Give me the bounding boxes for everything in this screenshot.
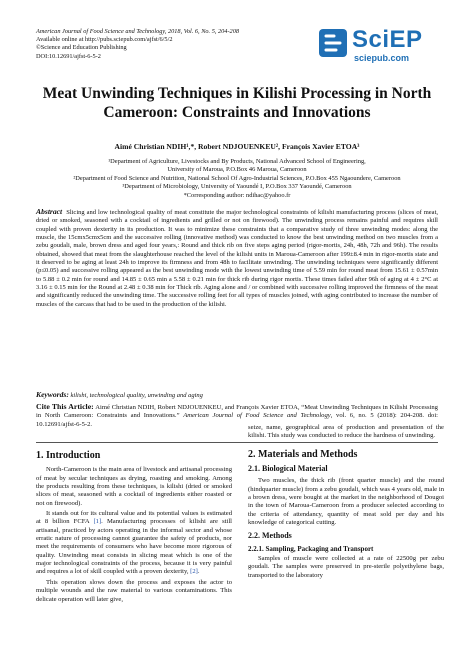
- paragraph: This operation slows down the process and exposes the actor to multiple wounds and the raw material to various contaminations. This delicate operation will later give,: [36, 578, 232, 603]
- article-title: Meat Unwinding Techniques in Kilishi Processing in North Cameroon: Constraints and Innovations: [42, 85, 432, 121]
- journal-header: [36, 28, 239, 61]
- abstract: [36, 208, 438, 309]
- author-list: Aimé Christian NDIH¹,*, Robert NDJOUENKEU², François Xavier ETOA³: [114, 142, 360, 151]
- cite-journal: American Journal of Food Science and Technology: [183, 412, 331, 420]
- paragraph: North-Cameroon is the main area of livestock and artisanal processing of meat by secular techniques as drying, roasting and smoking. Among the products resulting from these techniques, is kilishi (dried or smoked slices of meat, seasoned with a cocktail of ingredients either roasted or not on firewood).: [36, 466, 232, 507]
- paragraph: Samples of muscle were collected at a rate of 22500g per zebu goudali. The samples were preserved in pre-sterile polyethylene bags, transported to the laboratory: [248, 555, 444, 579]
- subsection-heading: 2.2. Methods: [248, 531, 292, 541]
- sciep-logo[interactable]: [318, 26, 442, 66]
- affiliation-line: ³Department of Microbiology, University of Yaoundé I, P.O.Box 337 Yaoundé, Cameroon: [122, 183, 352, 191]
- journal-line: American Journal of Food Science and Technology, 2018, Vol. 6, No. 5, 204-208: [36, 28, 239, 35]
- right-column: [248, 424, 444, 582]
- subsubsection-heading: 2.2.1. Sampling, Packaging and Transport: [248, 544, 374, 553]
- reference-link[interactable]: [2]: [190, 568, 198, 576]
- paragraph: seize, name, geographical area of production and presentation of the kilishi. This study was conducted to reduce the hardness of unwinding.: [248, 424, 444, 440]
- logo-text: SciEP: [352, 26, 423, 53]
- left-column: [36, 448, 232, 606]
- affiliation-line: ¹Department of Agriculture, Livestocks and By Products, National Advanced School of Engineering,: [108, 158, 366, 165]
- logo-url: sciepub.com: [354, 53, 410, 63]
- keywords-value: kilishi, technological quality, unwinding and aging: [70, 392, 203, 399]
- keywords-label: Keywords:: [36, 390, 69, 399]
- available-line: Available online at http://pubs.sciepub.com/ajfst/6/5/2: [36, 36, 173, 44]
- section-heading: 2. Materials and Methods: [248, 448, 358, 460]
- abstract-text: Slicing and low technological quality of meat constitute the major technological constraints of kilishi manufacturing process (slices of meat, dried or smoked, seasoned with a cocktail of ingredients and grilled or not on firewood). The unwinding process remains painful and requires skill coupled with proven dexterity in its production. It was to minimize these constraints that a comparative study of three unwinding modes: along the muscle, the 15cmx5cmx5cm and the successive rolling (innovative method) was conducted to know the best unwinding method on two muscles from a zebu goudali, male, brown dress and aged four years,: Round and thick rib on five steps aging period (rigor-mortis, 24h, 48h, 72h and 96h). The results obtained, showed that meat from the slaughterhouse reached the level of the kilishi units in Maroua-Cameroon after 199±8.4 min in rigor-mortis state and it deserved to be aging at least 24h to improve its firmness and from 48h to facilitate unwinding. The unwinding techniques were significantly different (p≤0.05) and successive rolling appeared as the best unwinding mode with the lowest unwinding time of 5.59 min for round meat from 15.61 ± 0.57min to 5.88 ± 0.2 min for round and 14.85 ± 0.65 min a 5.58 ± 0.21 min for thick rib during rigor mortis. These times failed after 96h of aging at 4 ± 2°C at 3.16 ± 0.15 min for the Round at 2.48 ± 0.38 min for Thick rib. Aging alone and / or combined with successive rolling improved the firmness of the meat and significantly reduced the unwinding time. The successive rolling feet for all types of muscles joined, with aging contributed to increase the number of muscles of the carcass that had to be used in the production of the kilishi.: [36, 209, 438, 308]
- keywords: [36, 391, 438, 400]
- paragraph: It stands out for its cultural value and its potential values is estimated at 8 billion FCFA [1]. Manufacturing processes of kilishi are still artisanal, practiced by actors operating in the informal sector and whose erratic nature of processing cannot guarantee the safety of products, nor meet the requirements of consumers who have become more rigorous of quality. Unwinding meat consists in slicing meat which is one of the major technological constraints of the process, because it is very painful and requires a lot of skill coupled with a proven dexterity, [2].: [36, 510, 232, 576]
- affiliation-line: ²Department of Food Science and Nutrition, National School Of Agro-Industrial Sciences, P.O.Box 455 Ngaoundere, Cameroon: [73, 174, 401, 182]
- corresponding-author: *Corresponding author: ndihac@yahoo.fr: [183, 191, 291, 199]
- section-heading: 1. Introduction: [36, 450, 101, 461]
- affiliations: [36, 158, 438, 200]
- sciep-logo-icon: [318, 28, 348, 58]
- cite-label: Cite This Article:: [36, 402, 94, 411]
- subsection-heading: 2.1. Biological Material: [248, 464, 328, 474]
- paragraph: Two muscles, the thick rib (front quarter muscle) and the round (hindquarter muscle) from a zebu goudali, which was 4 years old, male in a brown dress, were bought at the market in the neighborhood of Dougoi in the town of Maroua-Cameroon from a producer selected according to the criteria of attendancy, quantity of meat sold per day and his knowledge of categorical cutting.: [248, 477, 444, 527]
- abstract-label: Abstract: [36, 207, 63, 216]
- cite-text: Aimé Christian NDIH, Robert NDJOUENKEU, and François Xavier ETOA, “Meat Unwinding Techniques in Kilishi Processing in North Cameroon: Constraints and Innovations.”: [36, 404, 438, 420]
- doi-line: DOI:10.12691/ajfst-6-5-2: [36, 52, 101, 60]
- reference-link[interactable]: [1]: [93, 518, 102, 526]
- cite-doi[interactable]: , vol. 6, no. 5 (2018): 204-208. doi: 10.12691/ajfst-6-5-2.: [36, 412, 439, 428]
- affiliation-line: University of Maroua, P.O.Box 46 Maroua, Cameroon: [167, 166, 307, 174]
- publisher-line: ©Science and Education Publishing: [36, 44, 127, 52]
